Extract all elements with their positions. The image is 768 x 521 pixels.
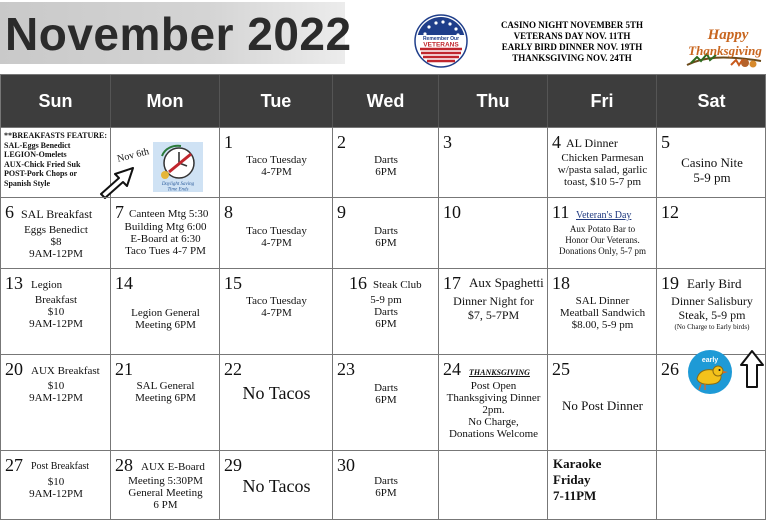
day-cell — [656, 197, 766, 268]
day-cell: 7 Canteen Mtg 5:30 Building Mtg 6:00 E-Board at 6:30 Taco Tues 4-7 PM — [110, 197, 219, 268]
arrow-up-right-icon — [97, 164, 141, 200]
day-cell: 16 Steak Club 5-9 pm Darts 6PM — [332, 268, 438, 354]
day-cell — [438, 197, 547, 268]
day-cell: 2 Darts 6PM — [332, 127, 438, 197]
karaoke-event: Karaoke Friday 7-11PM — [553, 456, 602, 503]
event-head: Early Bird — [687, 276, 742, 291]
day-header-tue: Tue — [219, 74, 332, 127]
day-number: 6 — [5, 202, 14, 222]
day-cell — [0, 127, 110, 197]
day-number: 16 — [349, 273, 367, 293]
day-cell: 30 Darts 6PM — [332, 450, 438, 520]
day-number: 9 — [337, 202, 346, 222]
breakfast-features: **BREAKFASTS FEATURE: SAL-Eggs Benedict LEGION-Omelets AUX-Chick Fried Suk POST-Pork Chops or Spanish Style — [4, 131, 108, 188]
event-head: Legion — [31, 279, 63, 291]
nov-6th-note: Nov 6th — [116, 146, 151, 165]
day-cell: 25 No Post Dinner — [547, 354, 656, 450]
day-number: 28 — [115, 455, 133, 475]
day-cell: 15 Taco Tuesday 4-7PM — [219, 268, 332, 354]
event-head: Canteen Mtg 5:30 — [129, 208, 209, 220]
day-cell: 24 THANKSGIVING Post Open Thanksgiving Dinner 2pm. No Charge, Donations Welcome — [438, 354, 547, 450]
day-cell: 27 Post Breakfast $10 9AM-12PM — [0, 450, 110, 520]
day-number: 2 — [337, 132, 346, 152]
day-number: 11 — [552, 202, 570, 222]
day-number: 14 — [115, 273, 133, 293]
day-number: 27 — [5, 455, 23, 475]
day-number: 29 — [224, 455, 242, 475]
badge-line-2: VETERANS — [423, 41, 459, 49]
title-banner — [0, 2, 352, 64]
announcement-line: EARLY BIRD DINNER NOV. 19TH — [501, 42, 643, 52]
day-number: 3 — [443, 132, 452, 152]
day-cell: 1 Taco Tuesday 4-7PM — [219, 127, 332, 197]
day-cell: 4 AL Dinner Chicken Parmesan w/pasta salad, garlic toast, $10 5-7 pm — [547, 127, 656, 197]
bird-label: early — [701, 357, 719, 364]
day-cell: 18 SAL Dinner Meatball Sandwich $8.00, 5-9 pm — [547, 268, 656, 354]
day-number: 22 — [224, 359, 242, 379]
day-number: 7 — [115, 202, 124, 222]
day-cell: 8 Taco Tuesday 4-7PM — [219, 197, 332, 268]
day-number: 26 — [661, 359, 679, 379]
day-cell: 11 Veteran's Day Aux Potato Bar to Honor Our Veterans. Donations Only, 5-7 pm — [547, 197, 656, 268]
event-head: Veteran's Day — [576, 210, 632, 221]
day-cell: 28 AUX E-Board Meeting 5:30PM General Meeting 6 PM — [110, 450, 219, 520]
day-number: 25 — [552, 359, 570, 379]
page-title: November 2022 — [5, 8, 352, 60]
day-cell — [656, 354, 766, 450]
early-bird-icon — [685, 349, 735, 395]
day-header-mon: Mon — [110, 74, 219, 127]
event-head: Post Breakfast — [31, 461, 90, 472]
event-head: Steak Club — [373, 279, 422, 291]
event-head: Aux Spaghetti — [469, 275, 544, 290]
day-cell: 5 Casino Nite 5-9 pm — [656, 127, 766, 197]
day-cell: 17 Aux Spaghetti Dinner Night for $7, 5-7PM — [438, 268, 547, 354]
day-number: 19 — [661, 273, 679, 293]
day-cell — [438, 127, 547, 197]
day-number: 4 — [552, 132, 561, 152]
clock-card-line-2: Time Ends — [167, 187, 189, 192]
day-header-wed: Wed — [332, 74, 438, 127]
announcement-line: THANKSGIVING NOV. 24TH — [512, 53, 632, 63]
happy-thanksgiving-icon — [683, 19, 765, 73]
small-note: (No Charge to Early birds) — [674, 323, 750, 331]
day-number: 13 — [5, 273, 23, 293]
day-number: 17 — [443, 273, 461, 293]
day-number: 24 — [443, 359, 461, 379]
day-cell — [438, 450, 547, 520]
day-number: 15 — [224, 273, 242, 293]
day-cell: 29 No Tacos — [219, 450, 332, 520]
announcement-line: CASINO NIGHT NOVEMBER 5TH — [500, 20, 644, 30]
daylight-saving-clock-icon — [153, 142, 203, 192]
event-head: SAL Breakfast — [21, 207, 93, 221]
day-cell — [547, 450, 656, 520]
day-cell: 9 Darts 6PM — [332, 197, 438, 268]
day-cell: 21 SAL General Meeting 6PM — [110, 354, 219, 450]
day-number: 12 — [661, 202, 679, 222]
thanks-line-2: Thanksgiving — [688, 43, 762, 58]
badge-line-1: Remember Our — [422, 36, 460, 42]
announcement-line: VETERANS DAY NOV. 11TH — [513, 31, 631, 41]
day-cell: 14 Legion General Meeting 6PM — [110, 268, 219, 354]
day-number: 5 — [661, 132, 670, 152]
thanks-line-1: Happy — [707, 27, 749, 43]
day-cell: 22 No Tacos — [219, 354, 332, 450]
event-head: AL Dinner — [566, 136, 618, 150]
day-cell: 19 Early Bird Dinner Salisbury Steak, 5-9 pm (No Charge to Early birds) — [656, 268, 766, 354]
event-head: AUX Breakfast — [31, 365, 100, 377]
day-cell: 23 Darts 6PM — [332, 354, 438, 450]
day-cell: 20 AUX Breakfast $10 9AM-12PM — [0, 354, 110, 450]
day-cell — [656, 450, 766, 520]
day-number: 8 — [224, 202, 233, 222]
clock-card-line-1: Daylight Saving — [161, 182, 195, 187]
day-header-fri: Fri — [547, 74, 656, 127]
remember-veterans-badge-icon — [414, 14, 468, 68]
day-header-thu: Thu — [438, 74, 547, 127]
day-number: 21 — [115, 359, 133, 379]
day-number: 23 — [337, 359, 355, 379]
day-number: 1 — [224, 132, 233, 152]
day-number: 30 — [337, 455, 355, 475]
day-number: 18 — [552, 273, 570, 293]
event-head: THANKSGIVING — [469, 368, 530, 377]
day-header-sat: Sat — [656, 74, 766, 127]
announcements — [474, 20, 670, 64]
arrow-up-icon — [739, 349, 765, 389]
calendar-grid — [0, 74, 766, 520]
day-number: 20 — [5, 359, 23, 379]
event-head: AUX E-Board — [141, 461, 205, 473]
day-header-sun: Sun — [0, 74, 110, 127]
day-cell: 6 SAL Breakfast Eggs Benedict $8 9AM-12PM — [0, 197, 110, 268]
day-number: 10 — [443, 202, 461, 222]
day-cell: 13 Legion Breakfast $10 9AM-12PM — [0, 268, 110, 354]
day-cell — [110, 127, 219, 197]
